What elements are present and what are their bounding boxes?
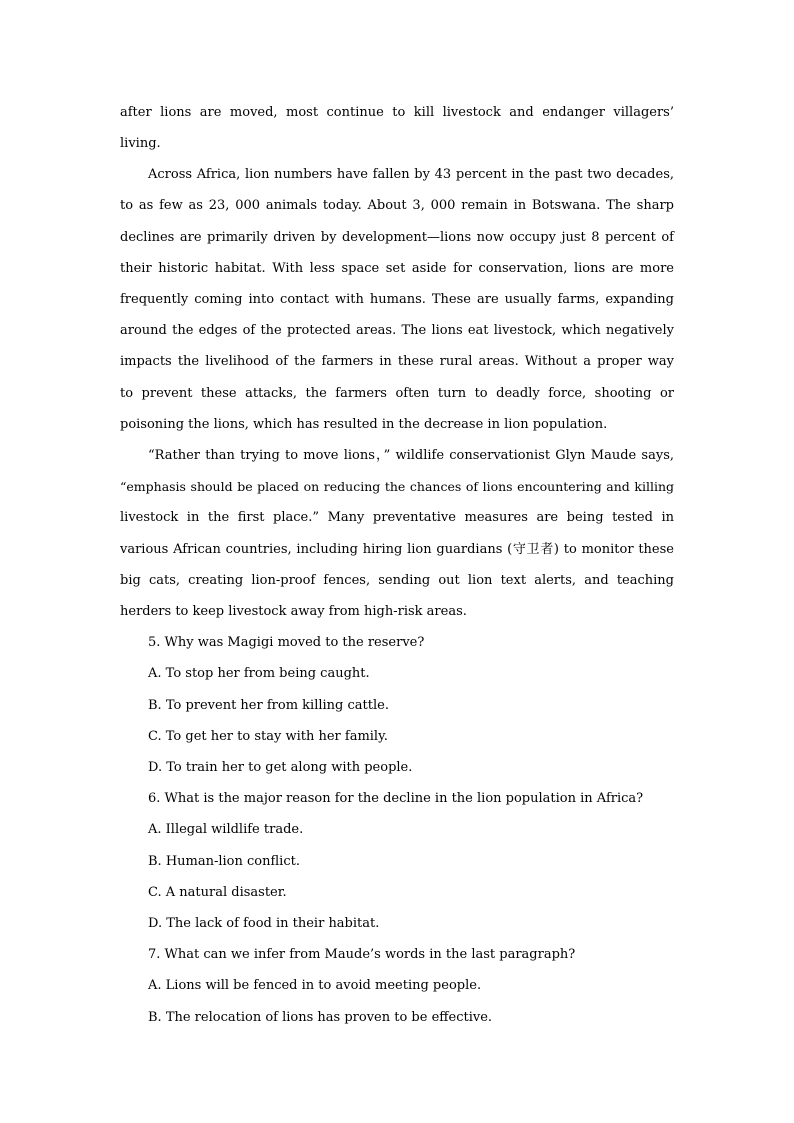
paragraph2-line1: Across Africa, lion numbers have fallen by 43 percent in the past two decades, bbox=[148, 167, 674, 182]
paragraph3-line3: livestock in the first place.” Many preventative measures are being tested in bbox=[120, 510, 674, 525]
question-7-option-a: A. Lions will be fenced in to avoid meeting people. bbox=[148, 978, 482, 993]
question-5-option-c: C. To get her to stay with her family. bbox=[148, 729, 388, 744]
question-6-option-d: D. The lack of food in their habitat. bbox=[148, 916, 380, 931]
paragraph3-line1: “Rather than trying to move lions，” wildlife conservationist Glyn Maude says, bbox=[148, 448, 674, 463]
paragraph2-line3: declines are primarily driven by development—lions now occupy just 8 percent of bbox=[120, 230, 674, 245]
question-5-stem: 5. Why was Magigi moved to the reserve? bbox=[148, 635, 425, 650]
question-7-option-b: B. The relocation of lions has proven to be effective. bbox=[148, 1010, 493, 1025]
paragraph3-line2: “emphasis should be placed on reducing the chances of lions encountering and killing bbox=[120, 479, 674, 494]
question-6-option-c: C. A natural disaster. bbox=[148, 885, 287, 900]
paragraph2-line2: to as few as 23, 000 animals today. About 3, 000 remain in Botswana. The sharp bbox=[120, 198, 674, 213]
paragraph2-line5: frequently coming into contact with humans. These are usually farms, expanding bbox=[120, 292, 674, 307]
question-6-option-b: B. Human-lion conflict. bbox=[148, 854, 300, 869]
paragraph1-line2: living. bbox=[120, 136, 161, 151]
question-6-stem: 6. What is the major reason for the decline in the lion population in Africa? bbox=[148, 791, 644, 806]
paragraph3-line6: herders to keep livestock away from high-risk areas. bbox=[120, 604, 467, 619]
paragraph2-line6: around the edges of the protected areas. The lions eat livestock, which negatively bbox=[120, 323, 674, 338]
paragraph3-line5: big cats, creating lion-proof fences, sending out lion text alerts, and teaching bbox=[120, 573, 674, 588]
paragraph2-line7: impacts the livelihood of the farmers in these rural areas. Without a proper way bbox=[120, 354, 674, 369]
question-5-option-d: D. To train her to get along with people. bbox=[148, 760, 413, 775]
question-7-stem: 7. What can we infer from Maude’s words in the last paragraph? bbox=[148, 947, 576, 962]
paragraph1-line1: after lions are moved, most continue to kill livestock and endanger villagers’ bbox=[120, 105, 674, 120]
paragraph3-line4: various African countries, including hiring lion guardians (守卫者) to monitor these bbox=[120, 542, 674, 557]
paragraph2-line8: to prevent these attacks, the farmers often turn to deadly force, shooting or bbox=[120, 386, 674, 401]
question-6-option-a: A. Illegal wildlife trade. bbox=[148, 822, 304, 837]
question-5-option-b: B. To prevent her from killing cattle. bbox=[148, 698, 389, 713]
paragraph2-line4: their historic habitat. With less space set aside for conservation, lions are more bbox=[120, 261, 674, 276]
paragraph2-line9: poisoning the lions, which has resulted in the decrease in lion population. bbox=[120, 417, 608, 432]
question-5-option-a: A. To stop her from being caught. bbox=[148, 666, 370, 681]
